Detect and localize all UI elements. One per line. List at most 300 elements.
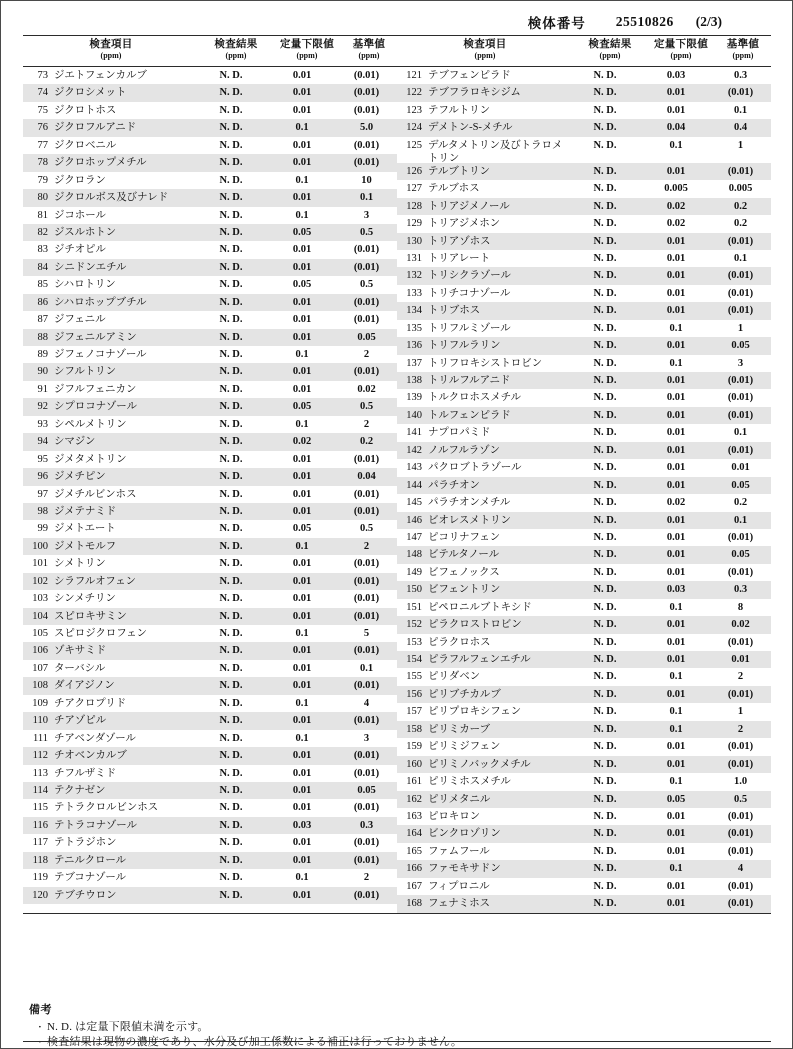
row-lod: 0.01: [292, 104, 312, 116]
row-item-name: スピロジクロフェン: [54, 628, 147, 639]
row-number: 144: [406, 479, 422, 491]
row-standard: 2: [363, 418, 370, 430]
row-item-name: ビフェノックス: [428, 566, 500, 578]
row-lod: 0.01: [292, 767, 312, 779]
row-number: 135: [406, 322, 422, 334]
table-row: [23, 451, 397, 468]
row-lod: 0.1: [295, 628, 309, 639]
row-result: N. D.: [219, 418, 243, 430]
row-item-name: テトラクロルビンホス: [54, 802, 158, 814]
row-number: 77: [37, 139, 48, 151]
row-lod: 0.02: [666, 218, 686, 230]
table-row: [23, 137, 397, 154]
table-row: [23, 102, 397, 119]
row-standard: 3: [737, 357, 744, 369]
row-standard: (0.01): [727, 636, 754, 648]
row-result: N. D.: [219, 226, 243, 238]
row-lod: 0.1: [295, 540, 309, 552]
row-item-name: チオベンカルブ: [54, 750, 127, 762]
sample-number-value: 25510826: [615, 14, 674, 29]
row-standard: (0.01): [353, 261, 380, 273]
row-lod: 0.1: [669, 863, 683, 875]
row-result: N. D.: [219, 157, 243, 169]
row-result: N. D.: [593, 566, 617, 578]
sample-number-label: 検体番号: [527, 16, 586, 31]
row-lod: 0.01: [666, 87, 686, 99]
row-result: N. D.: [219, 331, 243, 343]
row-item-name: シハロホップブチル: [54, 296, 147, 308]
row-item-name: テトラジホン: [54, 837, 117, 849]
row-standard: (0.01): [727, 409, 754, 421]
row-result: N. D.: [219, 244, 243, 256]
table-row: [397, 686, 771, 703]
row-lod: 0.01: [292, 471, 312, 483]
table-row: [23, 259, 397, 276]
row-item-name: ビテルタノール: [428, 549, 500, 561]
row-result: N. D.: [219, 628, 243, 639]
table-row: [23, 346, 397, 363]
page-indicator: (2/3): [695, 14, 722, 29]
row-standard: 1: [737, 139, 744, 151]
row-lod: 0.01: [666, 880, 686, 892]
row-lod: 0.01: [666, 514, 686, 526]
row-standard: 3: [363, 732, 370, 744]
row-lod: 0.02: [666, 200, 686, 212]
table-row: [23, 224, 397, 241]
row-number: 103: [32, 593, 48, 605]
row-standard: (0.01): [353, 750, 380, 762]
table-row: [397, 546, 771, 563]
row-standard: 2: [737, 723, 744, 735]
row-standard: 0.05: [731, 479, 750, 491]
row-result: N. D.: [219, 732, 243, 744]
row-result: N. D.: [219, 558, 243, 570]
row-lod: 0.005: [664, 183, 688, 195]
row-number: 81: [37, 209, 48, 221]
row-lod: 0.01: [666, 828, 686, 840]
row-lod: 0.05: [292, 523, 312, 535]
row-number: 164: [406, 828, 422, 840]
row-number: 91: [37, 383, 48, 395]
table-row: [23, 538, 397, 555]
row-result: N. D.: [593, 322, 617, 334]
row-item-name: チアゾピル: [54, 715, 106, 727]
row-result: N. D.: [593, 357, 617, 369]
row-lod: 0.01: [666, 898, 686, 910]
row-number: 143: [406, 462, 422, 474]
table-row: [23, 887, 397, 904]
row-number: 168: [406, 898, 422, 910]
row-result: N. D.: [593, 619, 617, 631]
table-row: [23, 642, 397, 659]
row-item-name: テブコナゾール: [54, 872, 126, 884]
row-item-name: ジチオピル: [54, 244, 106, 256]
row-lod: 0.1: [669, 139, 683, 151]
table-row: [397, 163, 771, 180]
row-number: 130: [406, 235, 422, 247]
table-row: [23, 782, 397, 799]
row-item-name: トリルフルアニド: [428, 375, 511, 386]
row-result: N. D.: [219, 488, 243, 500]
row-standard: (0.01): [353, 802, 380, 814]
row-standard: 0.5: [359, 401, 374, 413]
table-row: [397, 215, 771, 232]
row-result: N. D.: [219, 104, 243, 116]
table-row: [23, 747, 397, 764]
row-standard: (0.01): [353, 575, 380, 587]
table-row: [23, 608, 397, 625]
row-lod: 0.01: [666, 619, 686, 631]
row-lod: 0.01: [292, 505, 312, 517]
row-standard: (0.01): [727, 898, 754, 910]
table-row: [397, 773, 771, 790]
row-lod: 0.01: [666, 340, 686, 352]
row-item-name: ビンクロゾリン: [428, 828, 501, 840]
row-result: N. D.: [593, 462, 617, 474]
row-standard: (0.01): [353, 610, 380, 622]
row-item-name: チアベンダゾール: [54, 732, 136, 744]
table-row: [23, 730, 397, 747]
row-standard: 1: [737, 322, 744, 334]
row-lod: 0.01: [292, 488, 312, 500]
row-result: N. D.: [219, 540, 243, 552]
row-lod: 0.1: [295, 697, 309, 709]
row-item-name: ピラフルフェンエチル: [428, 654, 531, 665]
row-lod: 0.1: [669, 601, 683, 613]
table-row: [23, 67, 397, 84]
row-number: 167: [406, 880, 422, 892]
table-row: [397, 721, 771, 738]
row-result: N. D.: [593, 601, 617, 613]
row-item-name: ゾキサミド: [54, 645, 106, 657]
row-standard: (0.01): [727, 828, 754, 840]
row-result: N. D.: [219, 401, 243, 413]
row-standard: (0.01): [727, 392, 754, 404]
row-item-name: ジメトエート: [54, 523, 116, 535]
row-item-name: チアクロプリド: [54, 697, 127, 709]
table-row: [23, 276, 397, 293]
row-number: 138: [406, 375, 422, 386]
document-header: [1, 9, 793, 35]
row-number: 122: [406, 87, 422, 99]
table-row: [23, 503, 397, 520]
row-item-name: テブチウロン: [54, 889, 117, 901]
table-row: [397, 651, 771, 668]
table-row: [397, 407, 771, 424]
row-number: 127: [406, 183, 422, 195]
row-item-name: ビオレスメトリン: [428, 514, 511, 526]
row-result: N. D.: [219, 174, 243, 186]
row-item-name: シニドンエチル: [54, 261, 127, 273]
row-standard: 0.5: [733, 793, 748, 805]
row-result: N. D.: [593, 497, 617, 509]
row-item-name: ジクロトホス: [54, 104, 117, 116]
row-lod: 0.01: [666, 636, 686, 648]
row-standard: 0.3: [733, 70, 748, 81]
row-standard: 0.2: [359, 436, 374, 448]
row-result: N. D.: [593, 845, 617, 857]
row-standard: 0.05: [731, 340, 750, 352]
table-row: [397, 878, 771, 895]
row-number: 118: [32, 854, 48, 866]
row-lod: 0.01: [292, 593, 312, 605]
row-number: 136: [406, 340, 422, 352]
table-row: [397, 119, 771, 136]
row-result: N. D.: [593, 531, 617, 543]
row-result: N. D.: [219, 383, 243, 395]
row-standard: (0.01): [727, 444, 754, 456]
table-row: [23, 834, 397, 851]
row-number: 107: [32, 662, 48, 674]
row-number: 157: [406, 706, 422, 718]
row-lod: 0.01: [666, 427, 686, 439]
row-lod: 0.01: [666, 810, 686, 822]
row-standard: (0.01): [353, 314, 380, 326]
row-lod: 0.01: [666, 531, 686, 543]
row-standard: 0.01: [731, 462, 750, 474]
table-row: [397, 137, 771, 163]
row-number: 114: [32, 784, 48, 796]
row-standard: (0.01): [727, 688, 754, 700]
row-item-name: ジコホール: [54, 209, 106, 221]
row-standard: 0.5: [359, 279, 374, 291]
row-lod: 0.01: [666, 479, 686, 491]
row-result: N. D.: [219, 192, 243, 204]
row-item-name: ピリメタニル: [428, 793, 491, 805]
row-result: N. D.: [219, 314, 243, 326]
row-standard: 0.05: [357, 784, 376, 796]
row-number: 154: [406, 654, 422, 665]
row-item-name: ピリミノバックメチル: [428, 758, 531, 770]
row-number: 93: [37, 418, 48, 430]
table-row: [23, 590, 397, 607]
row-item-name: ジフルフェニカン: [54, 383, 137, 395]
row-item-name: ジエトフェンカルブ: [54, 70, 147, 81]
row-standard: (0.01): [353, 366, 380, 378]
row-standard: (0.01): [353, 453, 380, 465]
row-item-name: トリアレート: [428, 252, 490, 264]
row-standard: (0.01): [727, 845, 754, 857]
row-number: 159: [406, 741, 422, 753]
row-lod: 0.1: [669, 357, 683, 369]
row-standard: 2: [363, 540, 370, 552]
table-row: [397, 668, 771, 685]
table-row: [397, 459, 771, 476]
row-standard: 0.1: [359, 192, 374, 204]
row-standard: 0.005: [728, 183, 753, 195]
row-number: 87: [37, 314, 48, 326]
row-result: N. D.: [593, 305, 617, 317]
header-lod-left: 定量下限値 (ppm): [280, 39, 334, 60]
row-lod: 0.01: [666, 462, 686, 474]
table-row: [397, 102, 771, 119]
row-standard: (0.01): [727, 305, 754, 317]
row-lod: 0.01: [666, 287, 686, 299]
table-row: [397, 285, 771, 302]
row-standard: 2: [737, 671, 744, 683]
row-item-name: パラチオン: [428, 479, 480, 491]
row-result: N. D.: [219, 715, 243, 727]
row-item-name: フィプロニル: [428, 880, 490, 892]
row-result: N. D.: [593, 636, 617, 648]
row-number: 162: [406, 793, 422, 805]
row-lod: 0.01: [292, 854, 312, 866]
row-number: 129: [406, 218, 422, 230]
row-result: N. D.: [219, 680, 243, 692]
row-number: 151: [406, 601, 422, 613]
row-item-name: シプロコナゾール: [54, 401, 137, 413]
row-number: 123: [406, 104, 422, 116]
row-standard: (0.01): [353, 139, 380, 151]
row-standard: 0.1: [733, 104, 748, 116]
row-lod: 0.1: [669, 776, 683, 788]
row-lod: 0.04: [666, 122, 686, 134]
row-number: 150: [406, 584, 422, 596]
row-standard: 0.5: [359, 226, 374, 238]
table-row: [23, 486, 397, 503]
row-item-name: ジクロルボス及びナレド: [54, 192, 168, 204]
row-number: 165: [406, 845, 422, 857]
row-standard: (0.01): [353, 157, 380, 169]
row-result: N. D.: [593, 479, 617, 491]
row-number: 140: [406, 409, 422, 421]
results-table: [23, 35, 771, 914]
table-row: [23, 241, 397, 258]
row-number: 158: [406, 723, 422, 735]
table-row: [23, 416, 397, 433]
row-number: 74: [37, 87, 48, 99]
row-item-name: ジフェニル: [54, 314, 106, 326]
row-number: 148: [406, 549, 422, 561]
row-standard: (0.01): [727, 880, 754, 892]
row-number: 145: [406, 497, 422, 509]
row-result: N. D.: [219, 854, 243, 866]
table-row: [397, 616, 771, 633]
right-column-header: [397, 36, 771, 66]
row-item-name: トリフロキシストロビン: [428, 357, 542, 369]
row-number: 115: [32, 802, 48, 814]
row-number: 92: [37, 401, 48, 413]
row-number: 125: [406, 139, 422, 151]
table-row: [397, 703, 771, 720]
header-result-right: 検査結果 (ppm): [588, 39, 632, 60]
row-result: N. D.: [219, 453, 243, 465]
table-row: [397, 477, 771, 494]
row-standard: (0.01): [727, 287, 754, 299]
row-number: 105: [32, 628, 48, 639]
row-result: N. D.: [593, 810, 617, 822]
row-result: N. D.: [219, 436, 243, 448]
row-number: 88: [37, 331, 48, 343]
row-number: 124: [406, 122, 422, 134]
row-result: N. D.: [593, 287, 617, 299]
row-standard: (0.01): [353, 680, 380, 692]
row-result: N. D.: [219, 575, 243, 587]
row-standard: 0.02: [731, 619, 750, 631]
row-number: 156: [406, 688, 422, 700]
row-item-name: テブフラロキシジム: [428, 87, 521, 99]
row-result: N. D.: [593, 340, 617, 352]
row-number: 110: [32, 715, 48, 727]
row-result: N. D.: [219, 889, 243, 901]
table-row: [397, 529, 771, 546]
row-lod: 0.05: [292, 279, 312, 291]
row-result: N. D.: [219, 505, 243, 517]
row-lod: 0.1: [295, 209, 309, 221]
row-item-name: テクナゼン: [54, 784, 106, 796]
row-number: 146: [406, 514, 422, 526]
row-item-name: ジメテナミド: [54, 505, 117, 517]
row-result: N. D.: [593, 863, 617, 875]
row-lod: 0.01: [292, 296, 312, 308]
row-lod: 0.01: [292, 802, 312, 814]
table-row: [23, 84, 397, 101]
row-number: 85: [37, 279, 48, 291]
row-standard: 5.0: [359, 122, 374, 134]
row-standard: 0.3: [733, 584, 748, 596]
row-number: 101: [32, 558, 48, 570]
row-result: N. D.: [593, 828, 617, 840]
row-number: 132: [406, 270, 422, 282]
row-lod: 0.05: [292, 226, 312, 238]
row-result: N. D.: [593, 706, 617, 718]
row-number: 112: [32, 750, 48, 762]
row-item-name: ジメタメトリン: [54, 453, 127, 465]
row-standard: (0.01): [353, 505, 380, 517]
remarks-title: 備考: [29, 1004, 52, 1016]
row-lod: 0.01: [666, 758, 686, 770]
row-item-name: ジクロホップメチル: [54, 157, 147, 169]
row-item-name: テニルクロール: [54, 854, 126, 866]
row-item-name: トリチコナゾール: [428, 287, 511, 299]
row-number: 89: [37, 349, 48, 360]
row-item-name: ピリプロキシフェン: [428, 706, 521, 718]
row-lod: 0.01: [666, 270, 686, 282]
row-item-name: ターバシル: [54, 662, 106, 674]
row-result: N. D.: [219, 87, 243, 99]
table-row: [23, 207, 397, 224]
right-rows: [397, 67, 771, 913]
row-item-name: トリアジメホン: [428, 218, 501, 230]
row-number: 128: [406, 200, 422, 212]
row-lod: 0.01: [292, 366, 312, 378]
table-row: [397, 791, 771, 808]
row-lod: 0.1: [295, 732, 309, 744]
row-result: N. D.: [219, 70, 243, 81]
row-result: N. D.: [593, 688, 617, 700]
row-lod: 0.01: [666, 392, 686, 404]
table-row: [397, 564, 771, 581]
row-item-name: トルクロホスメチル: [428, 392, 521, 404]
row-lod: 0.01: [666, 654, 686, 665]
row-number: 90: [37, 366, 48, 378]
row-standard: (0.01): [353, 244, 380, 256]
row-number: 116: [32, 819, 48, 831]
row-lod: 0.05: [666, 793, 686, 805]
row-standard: (0.01): [727, 531, 754, 543]
row-number: 149: [406, 566, 422, 578]
row-result: N. D.: [219, 837, 243, 849]
table-row: [397, 599, 771, 616]
row-standard: 4: [737, 863, 744, 875]
table-row: [397, 442, 771, 459]
row-number: 121: [406, 70, 422, 81]
row-result: N. D.: [593, 183, 617, 195]
table-row: [23, 660, 397, 677]
row-result: N. D.: [219, 122, 243, 134]
row-item-name: ファモキサドン: [428, 863, 501, 875]
row-item-name: ジスルホトン: [54, 226, 117, 238]
